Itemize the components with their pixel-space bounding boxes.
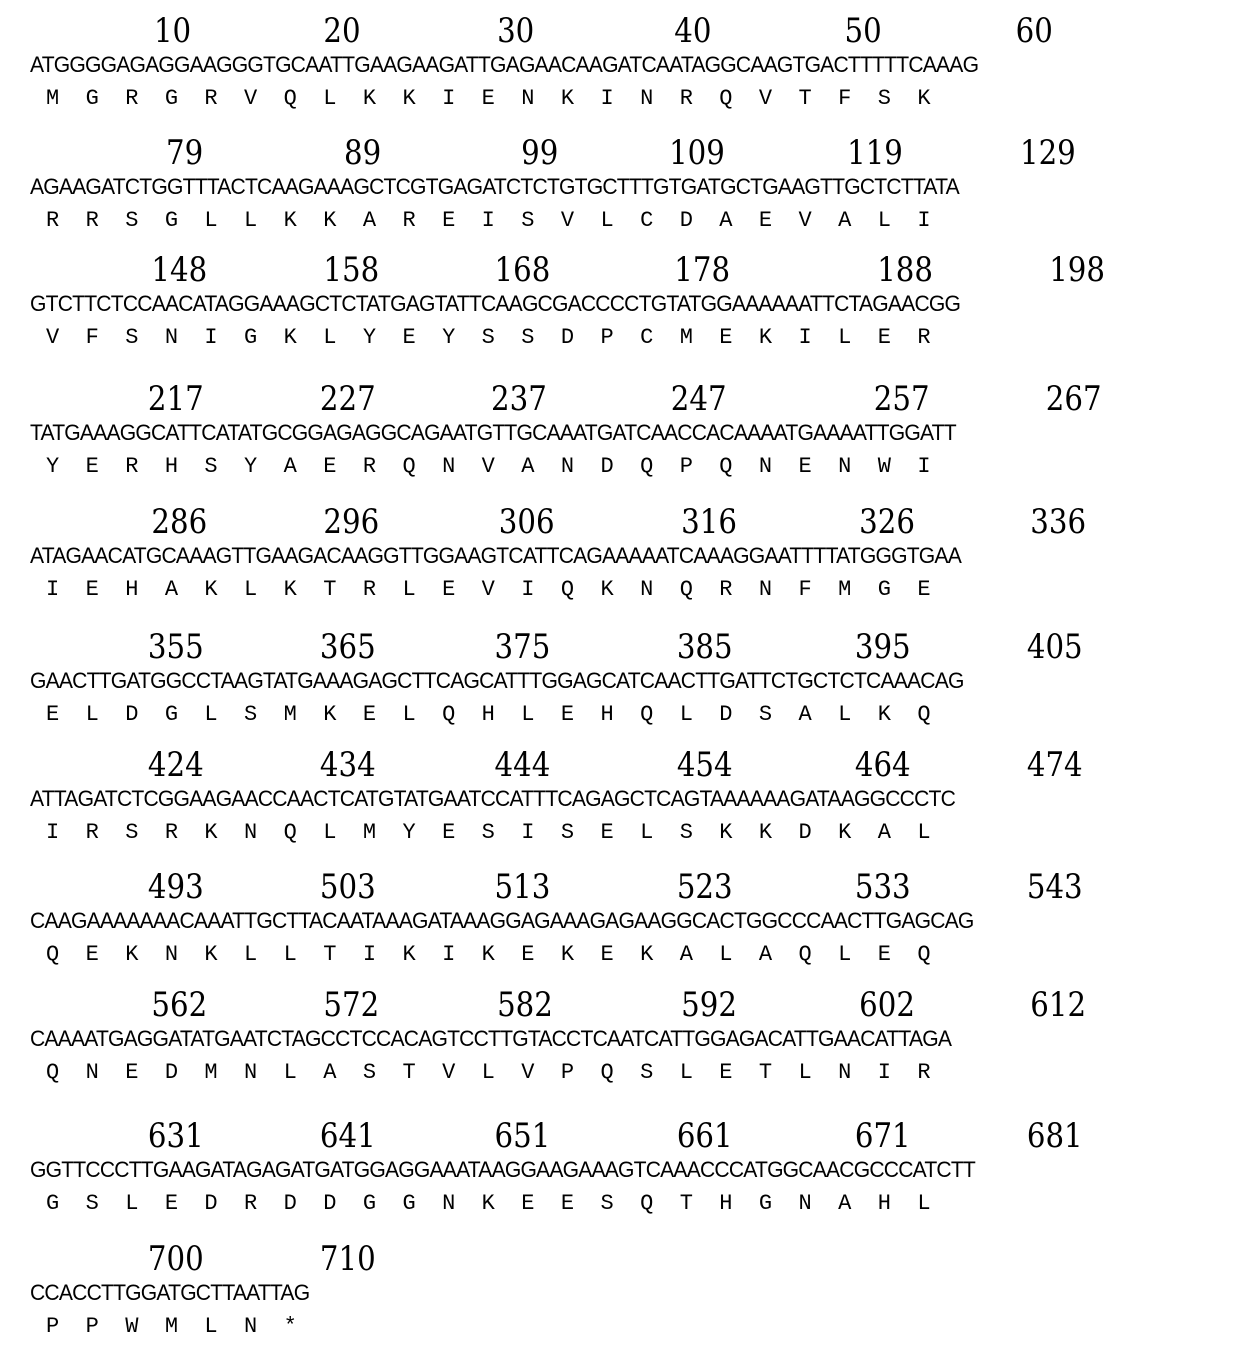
amino-acid-line: M G R G R V Q L K K I E N K I N R Q V T F S K: [46, 86, 931, 111]
position-numbers: [0, 134, 1084, 174]
position-number: 326: [859, 502, 915, 542]
position-number: 227: [319, 379, 376, 419]
position-numbers: [0, 12, 1084, 52]
position-number: 681: [1026, 1116, 1083, 1156]
position-number: 198: [1049, 250, 1106, 290]
dna-sequence-line: GAACTTGATGGCCTAAGTATGAAAGAGCTTCAGCATTTGGAGCATCAACTTGATTCTGCTCTCAAACAG: [30, 668, 964, 693]
amino-acid-line: I E H A K L K T R L E V I Q K N Q R N F M G E: [46, 577, 931, 602]
dna-sequence-line: ATGGGGAGAGGAAGGGTGCAATTGAAGAAGATTGAGAACAAGATCAATAGGCAAGTGACTTTTTCAAAG: [30, 52, 979, 77]
amino-acid-line: E L D G L S M K E L Q H L E H Q L D S A L K Q: [46, 702, 931, 727]
position-number: 50: [844, 11, 882, 51]
position-number: 661: [676, 1116, 733, 1156]
amino-acid-line: P P W M L N *: [46, 1314, 297, 1339]
position-number: 10: [153, 11, 192, 51]
position-number: 464: [854, 745, 911, 785]
position-number: 651: [494, 1116, 551, 1156]
position-number: 355: [147, 627, 204, 667]
position-number: 336: [1030, 502, 1087, 542]
position-number: 217: [147, 379, 204, 419]
position-number: 671: [854, 1116, 911, 1156]
position-numbers: [0, 1240, 1084, 1280]
position-numbers: [0, 628, 1084, 668]
position-number: 257: [873, 379, 930, 419]
position-number: 296: [323, 502, 380, 542]
position-number: 572: [323, 985, 380, 1025]
position-number: 20: [323, 11, 361, 51]
position-number: 60: [1015, 11, 1053, 51]
position-number: 513: [494, 867, 551, 907]
dna-sequence-line: ATAGAACATGCAAAGTTGAAGACAAGGTTGGAAGTCATTCAGAAAAATCAAAGGAATTTTATGGGTGAA: [30, 543, 961, 568]
position-numbers: [0, 746, 1084, 786]
position-number: 306: [498, 502, 555, 542]
position-number: 158: [323, 250, 380, 290]
position-number: 395: [854, 627, 911, 667]
position-number: 631: [147, 1116, 204, 1156]
position-number: 612: [1030, 985, 1087, 1025]
position-number: 237: [491, 379, 547, 419]
position-number: 641: [319, 1116, 376, 1156]
amino-acid-line: Q E K N K L L T I K I K E K E K A L A Q L E Q: [46, 942, 931, 967]
amino-acid-line: G S L E D R D D G G N K E E S Q T H G N A H L: [46, 1191, 931, 1216]
dna-sequence-line: TATGAAAGGCATTCATATGCGGAGAGGCAGAATGTTGCAAATGATCAACCACAAAATGAAAATTGGATT: [30, 420, 956, 445]
position-numbers: [0, 502, 1087, 543]
position-number: 188: [877, 250, 934, 290]
position-number: 503: [319, 867, 376, 907]
position-number: 454: [676, 745, 733, 785]
position-number: 592: [681, 985, 737, 1025]
position-number: 168: [494, 250, 551, 290]
position-number: 424: [147, 745, 204, 785]
position-number: 267: [1045, 379, 1102, 419]
position-number: 543: [1026, 867, 1083, 907]
position-number: 710: [319, 1239, 376, 1279]
position-numbers: [0, 868, 1084, 908]
position-number: 316: [681, 502, 737, 542]
position-number: 375: [494, 627, 551, 667]
position-number: 109: [669, 133, 725, 173]
position-number: 148: [151, 250, 208, 290]
position-numbers: [0, 985, 1087, 1026]
position-number: 119: [847, 133, 903, 173]
amino-acid-line: R R S G L L K K A R E I S V L C D A E V A L I: [46, 208, 931, 233]
position-number: 178: [674, 250, 731, 290]
position-number: 286: [151, 502, 208, 542]
position-numbers: [0, 379, 1102, 420]
dna-sequence-line: GTCTTCTCCAACATAGGAAAGCTCTATGAGTATTCAAGCGACCCCTGTATGGAAAAAATTCTAGAACGG: [30, 291, 961, 316]
position-number: 493: [147, 867, 204, 907]
position-number: 700: [147, 1239, 204, 1279]
position-number: 602: [859, 985, 915, 1025]
position-number: 385: [676, 627, 733, 667]
amino-acid-line: Q N E D M N L A S T V L V P Q S L E T L N I R: [46, 1060, 931, 1085]
dna-sequence-line: CAAGAAAAAAACAAATTGCTTACAATAAAGATAAAGGAGAAAGAGAAGGCACTGGCCCAACTTGAGCAG: [30, 908, 974, 933]
position-number: 79: [165, 133, 204, 173]
position-number: 434: [319, 745, 376, 785]
amino-acid-line: I R S R K N Q L M Y E S I S E L S K K D K A L: [46, 820, 931, 845]
amino-acid-line: V F S N I G K L Y E Y S S D P C M E K I L E R: [46, 325, 931, 350]
dna-sequence-line: GGTTCCCTTGAAGATAGAGATGATGGAGGAAATAAGGAAGAAAGTCAAACCCATGGCAACGCCCATCTT: [30, 1157, 976, 1182]
position-number: 129: [1019, 133, 1076, 173]
position-number: 523: [676, 867, 733, 907]
position-number: 582: [497, 985, 553, 1025]
position-number: 474: [1026, 745, 1083, 785]
position-number: 365: [319, 627, 376, 667]
position-number: 562: [151, 985, 208, 1025]
dna-sequence-line: ATTAGATCTCGGAAGAACCAACTCATGTATGAATCCATTTCAGAGCTCAGTAAAAAAGATAAGGCCCTC: [30, 786, 956, 811]
position-number: 89: [344, 133, 382, 173]
position-numbers: [0, 1117, 1084, 1157]
dna-sequence-line: AGAAGATCTGGTTTACTCAAGAAAGCTCGTGAGATCTCTGTGCTTTGTGATGCTGAAGTTGCTCTTATA: [30, 174, 959, 199]
dna-sequence-line: CAAAATGAGGATATGAATCTAGCCTCCACAGTCCTTGTACCTCAATCATTGGAGACATTGAACATTAGA: [30, 1026, 952, 1051]
position-number: 533: [854, 867, 911, 907]
position-number: 405: [1026, 627, 1083, 667]
position-number: 30: [497, 11, 535, 51]
position-number: 444: [494, 745, 551, 785]
position-number: 99: [521, 133, 559, 173]
position-numbers: [0, 250, 1106, 291]
position-number: 40: [674, 11, 712, 51]
amino-acid-line: Y E R H S Y A E R Q N V A N D Q P Q N E N W I: [46, 454, 931, 479]
dna-sequence-line: CCACCTTGGATGCTTAATTAG: [30, 1280, 310, 1305]
position-number: 247: [670, 379, 727, 419]
